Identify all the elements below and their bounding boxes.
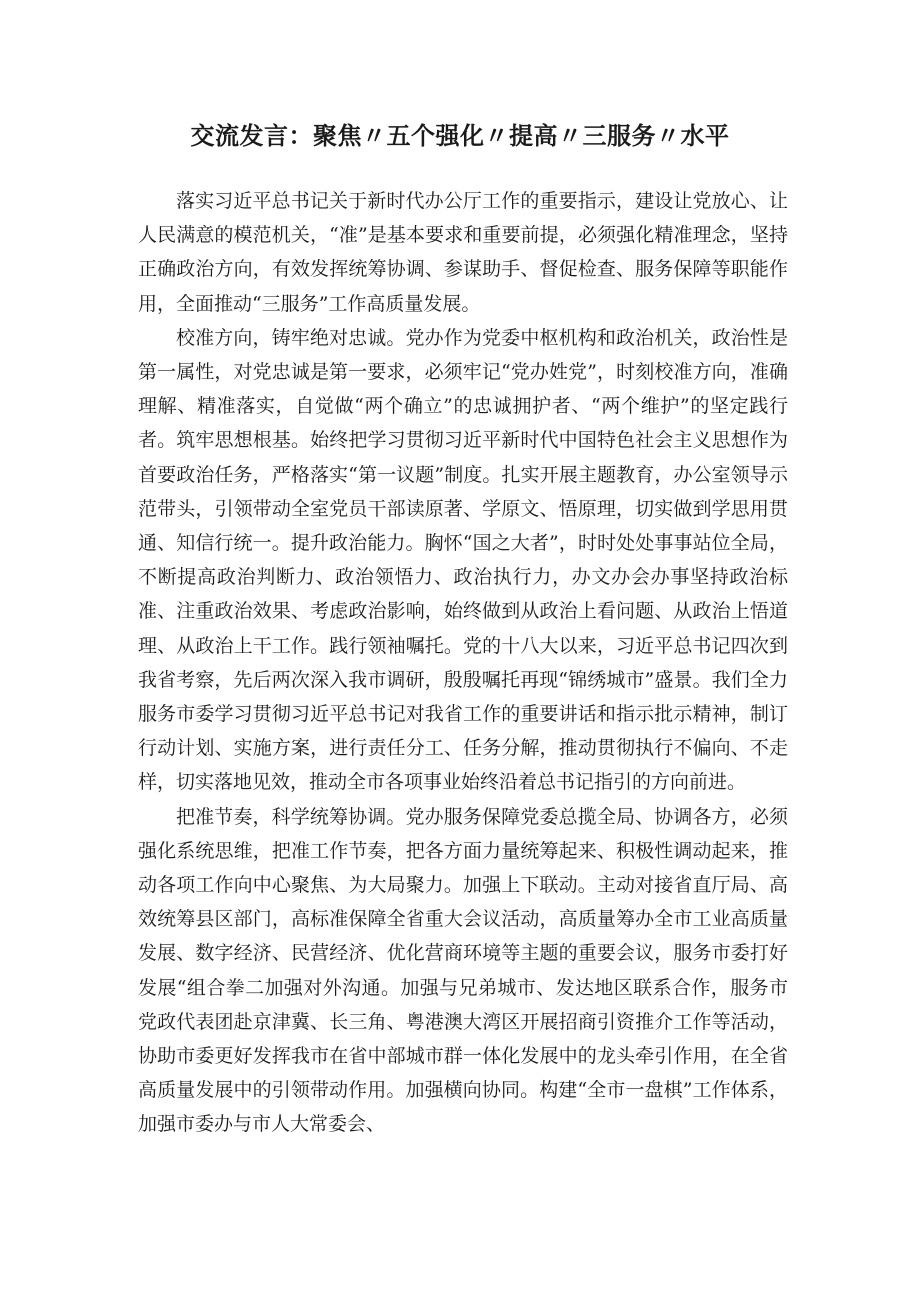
paragraph-intro: 落实习近平总书记关于新时代办公厅工作的重要指示，建设让党放心、让人民满意的模范机关，“准”是基本要求和重要前提，必须强化精准理念，坚持正确政治方向，有效发挥统筹协调、参谋助手、督促检查、服务保障等职能作用，全面推动“三服务”工作高质量发展。 — [138, 190, 788, 315]
paragraph-rhythm-coordination: 把准节奏，科学统筹协调。党办服务保障党委总揽全局、协调各方，必须强化系统思维，把准工作节奏，把各方面力量统筹起来、积极性调动起来，推动各项工作向中心聚焦、为大局聚力。加强上下联动。主动对接省直厅局、高效统筹县区部门，高标准保障全省重大会议活动，高质量筹办全市工业高质量发展、数字经济、民营经济、优化营商环境等主题的重要会议，服务市委打好发展“组合拳二加强对外沟通。加强与兄弟城市、发达地区联系合作，服务市党政代表团赴京津冀、长三角、粤港澳大湾区开展招商引资推介工作等活动，协助市委更好发挥我市在省中部城市群一体化发展中的龙头牵引作用，在全省高质量发展中的引领带动作用。加强横向协同。构建“全市一盘棋”工作体系，加强市委办与市人大常委会、 — [138, 805, 788, 1136]
document-body — [138, 184, 788, 1142]
paragraph-calibrate-direction: 校准方向，铸牢绝对忠诚。党办作为党委中枢机构和政治机关，政治性是第一属性，对党忠诚是第一要求，必须牢记“党办姓党”，时刻校准方向，准确理解、精准落实，自觉做“两个确立”的忠诚拥护者、“两个维护”的坚定践行者。筑牢思想根基。始终把学习贯彻习近平新时代中国特色社会主义思想作为首要政治任务，严格落实“第一议题”制度。扎实开展主题教育，办公室领导示范带头，引领带动全室党员干部读原著、学原文、悟原理，切实做到学思用贯通、知信行统一。提升政治能力。胸怀“国之大者”，时时处处事事站位全局，不断提高政治判断力、政治领悟力、政治执行力，办文办会办事坚持政治标准、注重政治效果、考虑政治影响，始终做到从政治上看问题、从政治上悟道理、从政治上干工作。践行领袖嘱托。党的十八大以来，习近平总书记四次到我省考察，先后两次深入我市调研，殷殷嘱托再现“锦绣城市”盛景。我们全力服务市委学习贯彻习近平总书记对我省工作的重要讲话和指示批示精神，制订行动计划、实施方案，进行责任分工、任务分解，推动贯彻执行不偏向、不走样，切实落地见效，推动全市各项事业始终沿着总书记指引的方向前进。 — [138, 326, 788, 794]
document-title: 交流发言：聚焦〃五个强化〃提高〃三服务〃水平 — [190, 122, 730, 150]
